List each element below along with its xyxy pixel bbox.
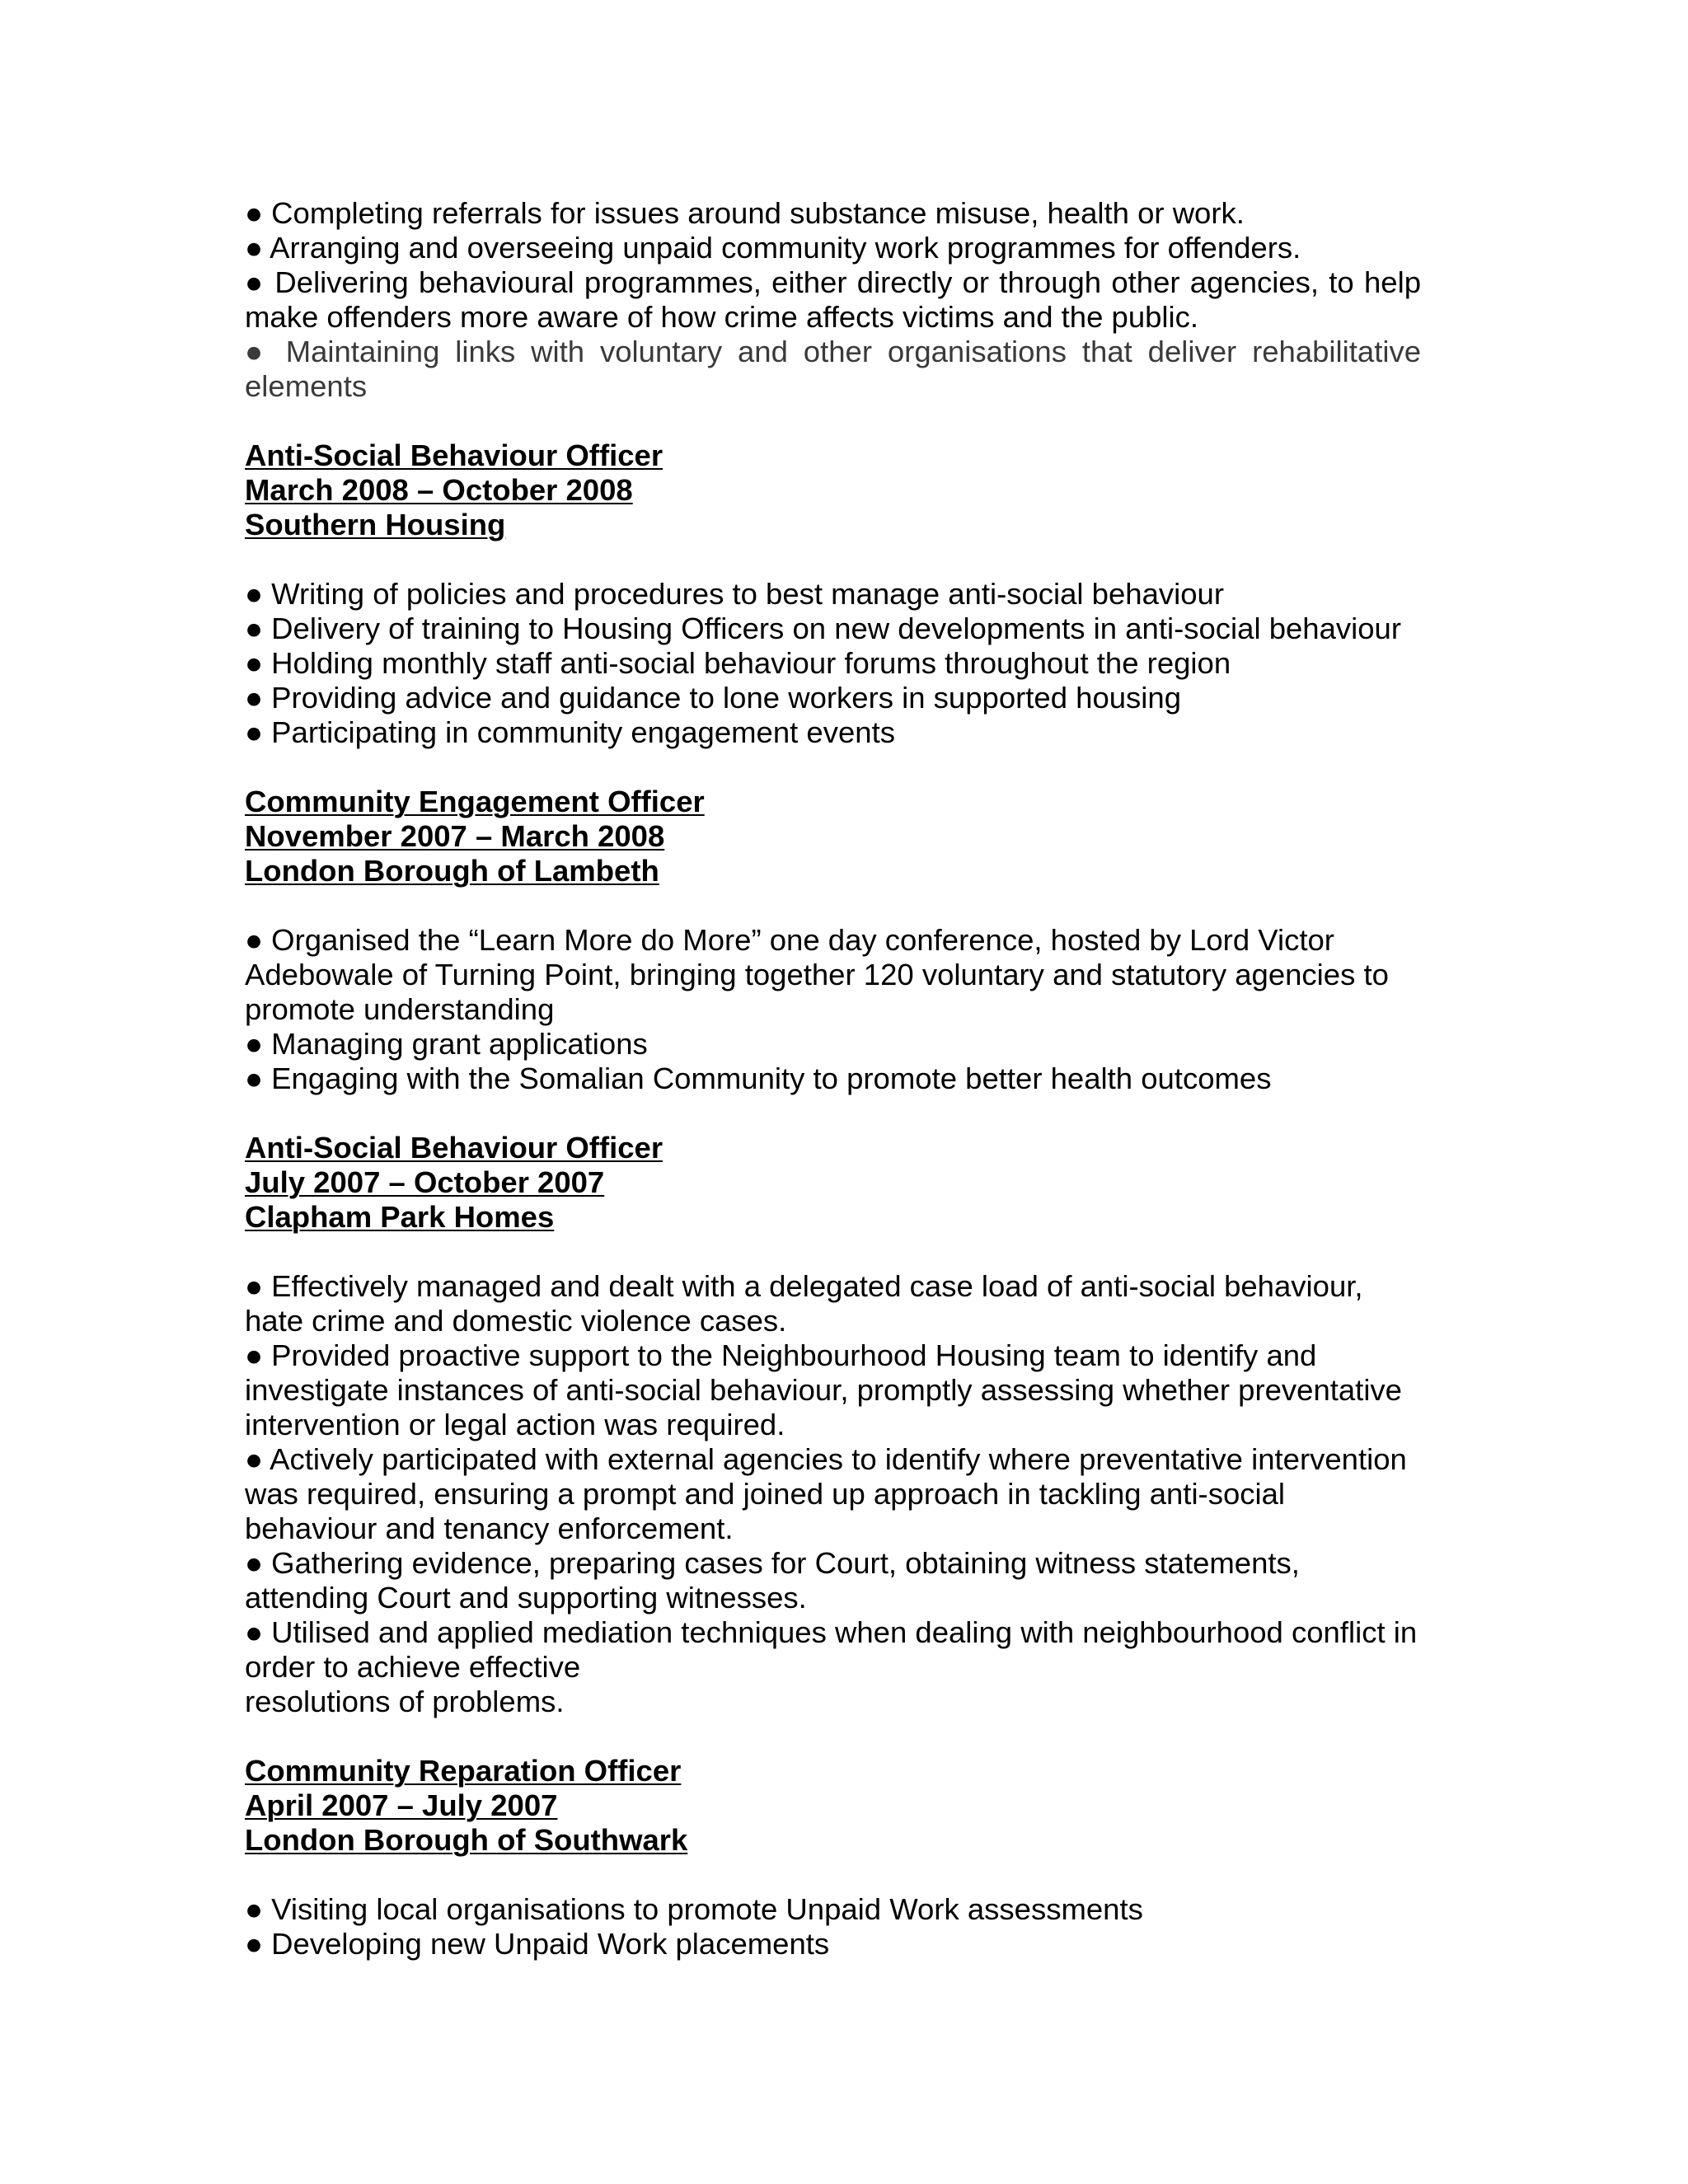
bullet-item: ● Provided proactive support to the Neighbourhood Housing team to identify and investigate instances of anti-social behaviour, promptly assessing whether preventative intervention or legal action was required. <box>245 1338 1402 1441</box>
bullet-item: ● Delivery of training to Housing Officers on new developments in anti-social behaviour <box>245 612 1402 645</box>
job-dates: March 2008 – October 2008 <box>245 473 633 507</box>
job-title: Community Reparation Officer <box>245 1754 682 1788</box>
bullet-item: ● Completing referrals for issues around substance misuse, health or work. <box>245 196 1245 230</box>
spacer <box>245 1719 1421 1754</box>
job-title: Community Engagement Officer <box>245 785 705 818</box>
bullet-item: ● Engaging with the Somalian Community to promote better health outcomes <box>245 1062 1272 1095</box>
spacer <box>245 1235 1421 1269</box>
bullet-item: ● Holding monthly staff anti-social behaviour forums throughout the region <box>245 646 1231 680</box>
bullet-item: ● Effectively managed and dealt with a delegated case load of anti-social behaviour, hate crime and domestic violence cases. <box>245 1269 1363 1338</box>
job-employer: Clapham Park Homes <box>245 1200 555 1234</box>
bullet-continuation: resolutions of problems. <box>245 1685 565 1718</box>
spacer <box>245 750 1421 785</box>
bullet-item: ● Actively participated with external agencies to identify where preventative intervention was required, ensuring a prompt and joined up approach in tackling anti-social behaviour and tenancy enforcement. <box>245 1442 1407 1545</box>
bullet-item: ● Arranging and overseeing unpaid community work programmes for offenders. <box>245 231 1301 265</box>
job-title: Anti-Social Behaviour Officer <box>245 438 663 472</box>
bullet-item: ● Gathering evidence, preparing cases for Court, obtaining witness statements, attending Court and supporting witnesses. <box>245 1546 1300 1615</box>
bullet-item: ● Organised the “Learn More do More” one day conference, hosted by Lord Victor Adebowale of Turning Point, bringing together 120 voluntary and statutory agencies to promote understanding <box>245 923 1389 1026</box>
job-employer: London Borough of Lambeth <box>245 854 659 888</box>
job-dates: November 2007 – March 2008 <box>245 819 665 853</box>
spacer <box>245 404 1421 438</box>
bullet-item: ● Providing advice and guidance to lone workers in supported housing <box>245 681 1182 715</box>
document-body <box>245 196 1421 1961</box>
spacer <box>245 1096 1421 1131</box>
spacer <box>245 1858 1421 1892</box>
job-title: Anti-Social Behaviour Officer <box>245 1131 663 1165</box>
spacer <box>245 542 1421 577</box>
job-employer: London Borough of Southwark <box>245 1823 688 1857</box>
bullet-item: ● Managing grant applications <box>245 1027 648 1061</box>
bullet-item: ● Developing new Unpaid Work placements <box>245 1927 830 1961</box>
bullet-item: ● Participating in community engagement events <box>245 715 895 749</box>
job-dates: July 2007 – October 2007 <box>245 1165 605 1199</box>
job-employer: Southern Housing <box>245 508 506 541</box>
job-dates: April 2007 – July 2007 <box>245 1788 558 1822</box>
bullet-item: ● Delivering behavioural programmes, either directly or through other agencies, to help make offenders more aware of how crime affects victims and the public. <box>245 265 1421 334</box>
bullet-item: ● Utilised and applied mediation techniques when dealing with neighbourhood conflict in order to achieve effective <box>245 1615 1418 1684</box>
bullet-item: ● Maintaining links with voluntary and other organisations that deliver rehabilitative elements <box>245 335 1421 403</box>
spacer <box>245 888 1421 923</box>
bullet-item: ● Writing of policies and procedures to best manage anti-social behaviour <box>245 577 1224 611</box>
bullet-item: ● Visiting local organisations to promote Unpaid Work assessments <box>245 1892 1143 1926</box>
